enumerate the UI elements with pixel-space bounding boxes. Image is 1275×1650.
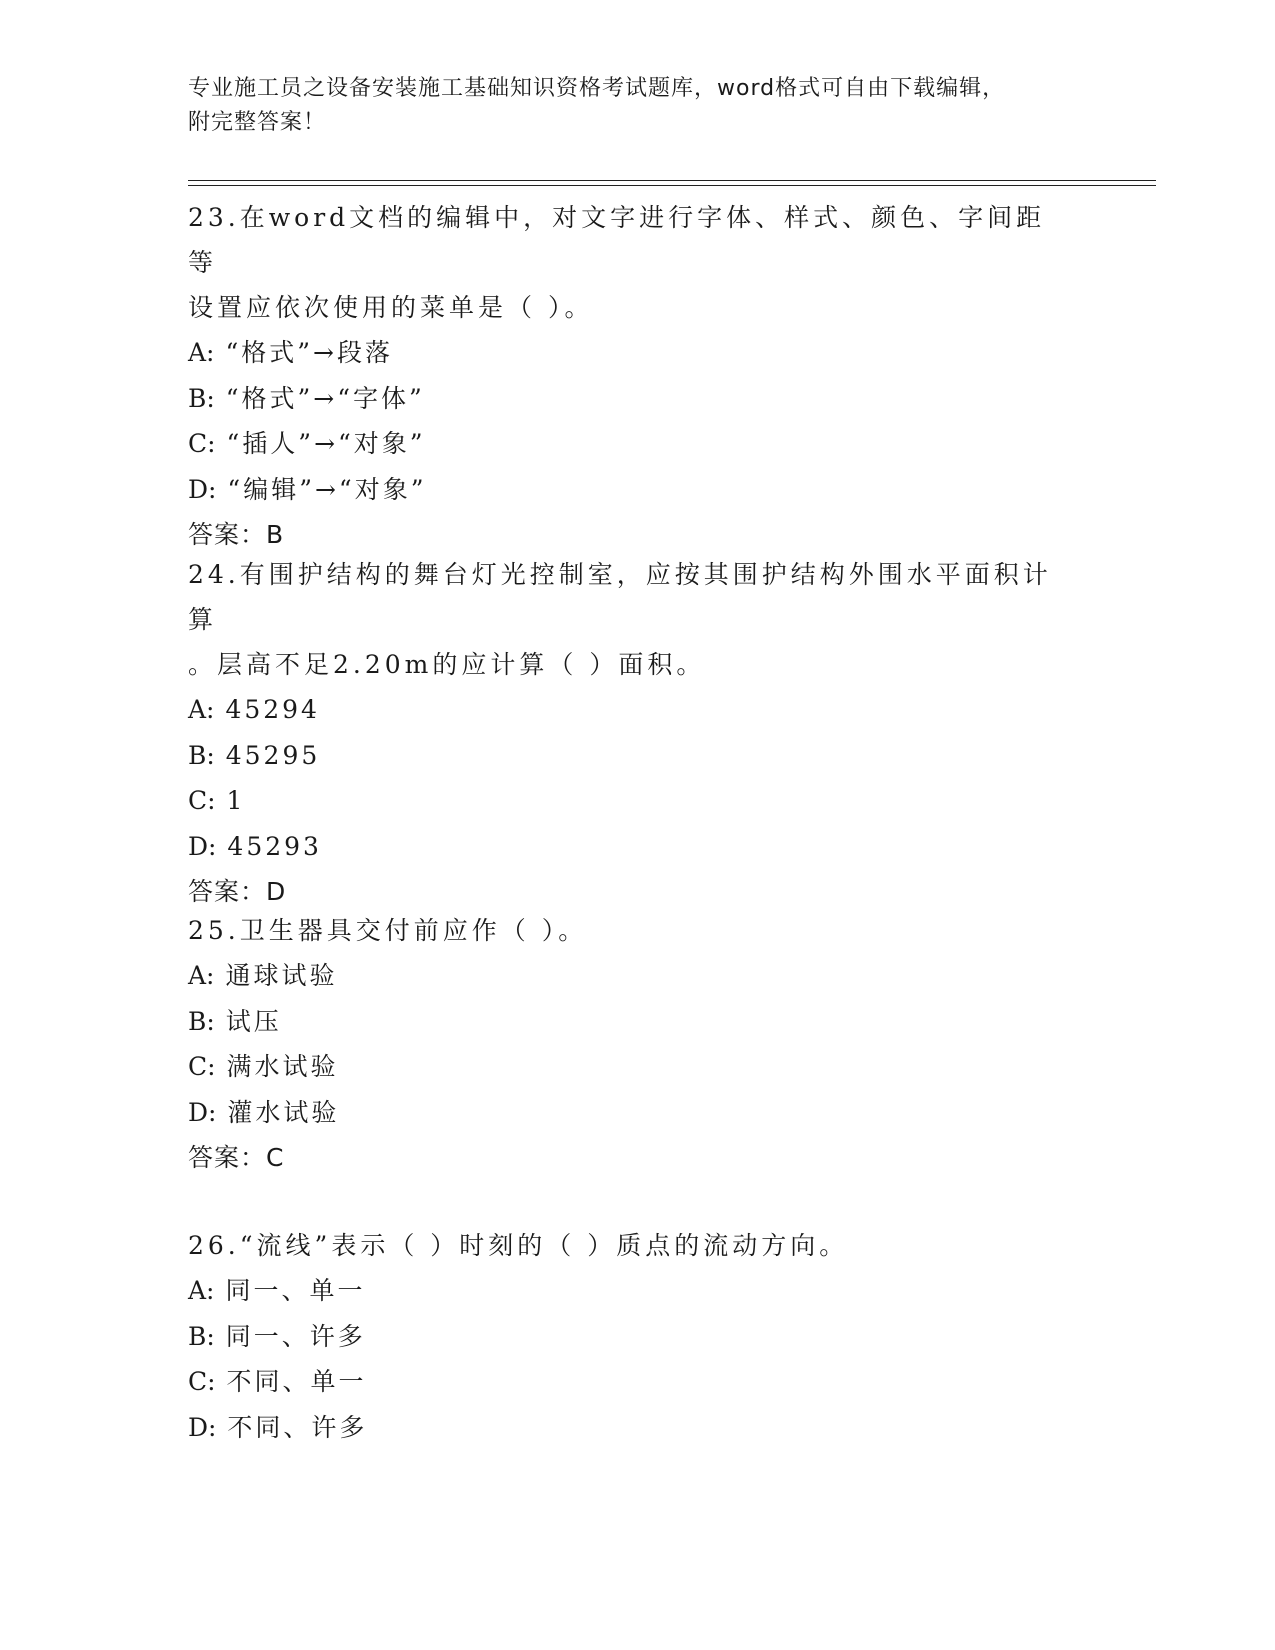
question-23 — [188, 195, 1068, 557]
option-d: D: 不同、许多 — [188, 1412, 368, 1442]
answer-label: 答案：C — [188, 1143, 285, 1172]
header-line-2: 附完整答案！ — [188, 110, 327, 135]
option-b: B: “格式”→“字体” — [188, 383, 425, 413]
question-24 — [188, 552, 1068, 914]
option-a: A: 同一、单一 — [188, 1276, 366, 1305]
option-b: B: 同一、许多 — [188, 1321, 366, 1351]
option-d: D: “编辑”→“对象” — [188, 474, 427, 504]
option-c: C: 1 — [188, 786, 246, 815]
option-c: C: 满水试验 — [188, 1052, 339, 1081]
header-divider-bottom — [188, 185, 1156, 186]
question-26 — [188, 1223, 1068, 1450]
answer-label: 答案：B — [188, 520, 285, 549]
option-b: B: 45295 — [188, 740, 321, 770]
question-25 — [188, 908, 1068, 1180]
option-a: A: “格式”→段落 — [188, 338, 393, 367]
header-line-1: 专业施工员之设备安装施工基础知识资格考试题库，word格式可自由下载编辑， — [188, 76, 1006, 101]
question-stem-line-1: 26.“流线”表示（ ）时刻的（ ）质点的流动方向。 — [188, 1231, 849, 1260]
question-stem-line-1: 24.有围护结构的舞台灯光控制室，应按其围护结构外围水平面积计算 — [188, 560, 1052, 634]
answer-label: 答案：D — [188, 877, 287, 906]
question-stem-line-2: 。层高不足2.20m的应计算（ ）面积。 — [188, 650, 706, 679]
option-b: B: 试压 — [188, 1006, 282, 1036]
option-c: C: 不同、单一 — [188, 1367, 367, 1396]
option-c: C: “插人”→“对象” — [188, 429, 426, 458]
question-stem-line-2: 设置应依次使用的菜单是（ ）。 — [188, 293, 594, 322]
document-header — [188, 72, 1068, 140]
option-a: A: 45294 — [188, 695, 320, 724]
option-a: A: 通球试验 — [188, 961, 338, 990]
header-divider-top — [188, 180, 1156, 181]
option-d: D: 灌水试验 — [188, 1097, 340, 1127]
option-d: D: 45293 — [188, 831, 322, 861]
question-stem-line-1: 25.卫生器具交付前应作（ ）。 — [188, 916, 588, 945]
question-stem-line-1: 23.在word文档的编辑中，对文字进行字体、样式、颜色、字间距等 — [188, 203, 1046, 277]
